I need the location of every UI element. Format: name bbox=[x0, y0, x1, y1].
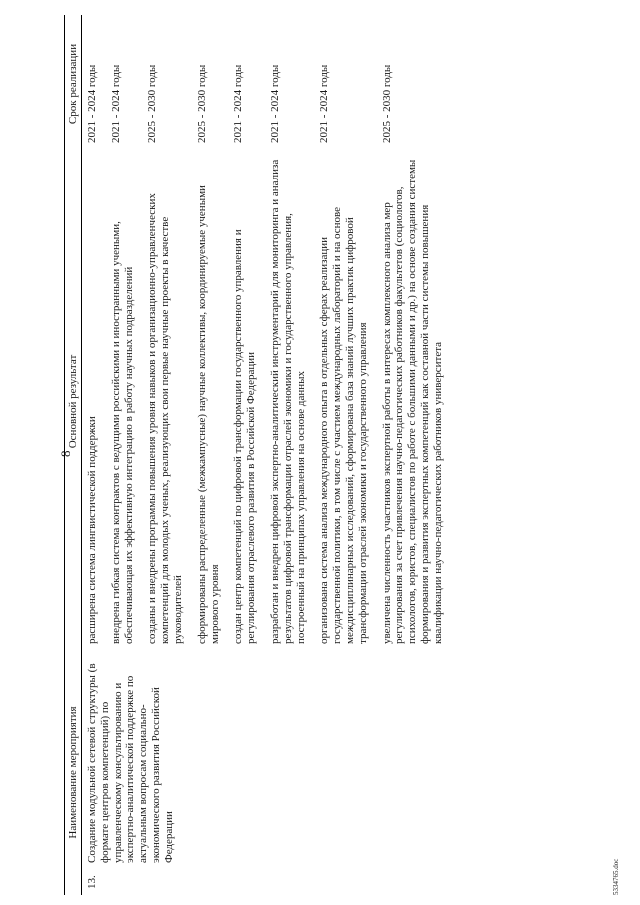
term-cell: 2025 - 2030 годы bbox=[195, 64, 208, 143]
action-name: Создание модульной сетевой структуры (в формате центров компетенций) по управленческому консультированию и экспертно-аналитической поддержке по актуальным вопросам социально-экономического развития Российской Федерации bbox=[86, 663, 175, 863]
result-cell: внедрена гибкая система контрактов с ведущими российскими и иностранными учеными, обеспечивающая их эффективную интеграцию в работу научных подразделений bbox=[109, 221, 135, 644]
table-row bbox=[82, 15, 106, 895]
result-cell: сформированы распределенные (межкампусные) научные коллективы, координируемые учеными мирового уровня bbox=[195, 185, 221, 644]
term-cell: 2021 - 2024 годы bbox=[232, 64, 245, 143]
result-cell: создан центр компетенций по цифровой трансформации государственного управления и регулирования отраслевого развития в Российской Федерации bbox=[232, 229, 258, 644]
term-cell: 2021 - 2024 годы bbox=[318, 64, 331, 143]
result-cell: расширена система лингвистической поддержки bbox=[86, 416, 98, 644]
term-cell: 2025 - 2030 годы bbox=[146, 64, 159, 143]
result-cell: организована система анализа международного опыта в отдельных сферах реализации государственной политики, в том числе с участием международных лабораторий и на основе междисциплинарных исследований, сформирована база знаний лучших практик цифровой трансформации отраслей экономики и государственного управления bbox=[318, 206, 369, 644]
header-term: Срок реализации bbox=[65, 15, 82, 153]
term-cell: 2021 - 2024 годы bbox=[86, 64, 98, 143]
action-number: 13. bbox=[86, 875, 98, 889]
header-result: Основной результат bbox=[65, 153, 82, 650]
measures-table bbox=[64, 15, 452, 895]
term-cell: 2021 - 2024 годы bbox=[109, 64, 122, 143]
document-id: 5334765.doc bbox=[612, 858, 620, 895]
term-cell: 2021 - 2024 годы bbox=[268, 64, 281, 143]
result-cell: созданы и внедрены программы повышения уровня навыков и организационно-управленческих компетенций для молодых ученых, реализующих свои первые научные проекты в качестве руководителей bbox=[146, 193, 184, 644]
result-cell: разработан и внедрен цифровой экспертно-аналитический инструментарий для мониторинга и анализа результатов цифровой трансформации отраслей экономики и государственного управления, построенный на принципах управления на основе данных bbox=[268, 159, 307, 644]
header-action: Наименование мероприятия bbox=[65, 650, 82, 895]
table-header-row bbox=[65, 15, 82, 895]
action-cell bbox=[82, 650, 452, 895]
term-cell: 2025 - 2030 годы bbox=[380, 64, 393, 143]
result-cell: увеличена численность участников экспертной работы в интересах комплексного анализа мер регулирования за счет привлечения научно-педагогических работников факультетов (социологов, психологов, юристов, специалистов по работе с большими данными и др.) на основе создания системы формирования и развития экспертных компетенций как составной части системы повышения квалификации научно-педагогических работников университета bbox=[380, 159, 444, 644]
page-number: 8 bbox=[58, 450, 73, 457]
